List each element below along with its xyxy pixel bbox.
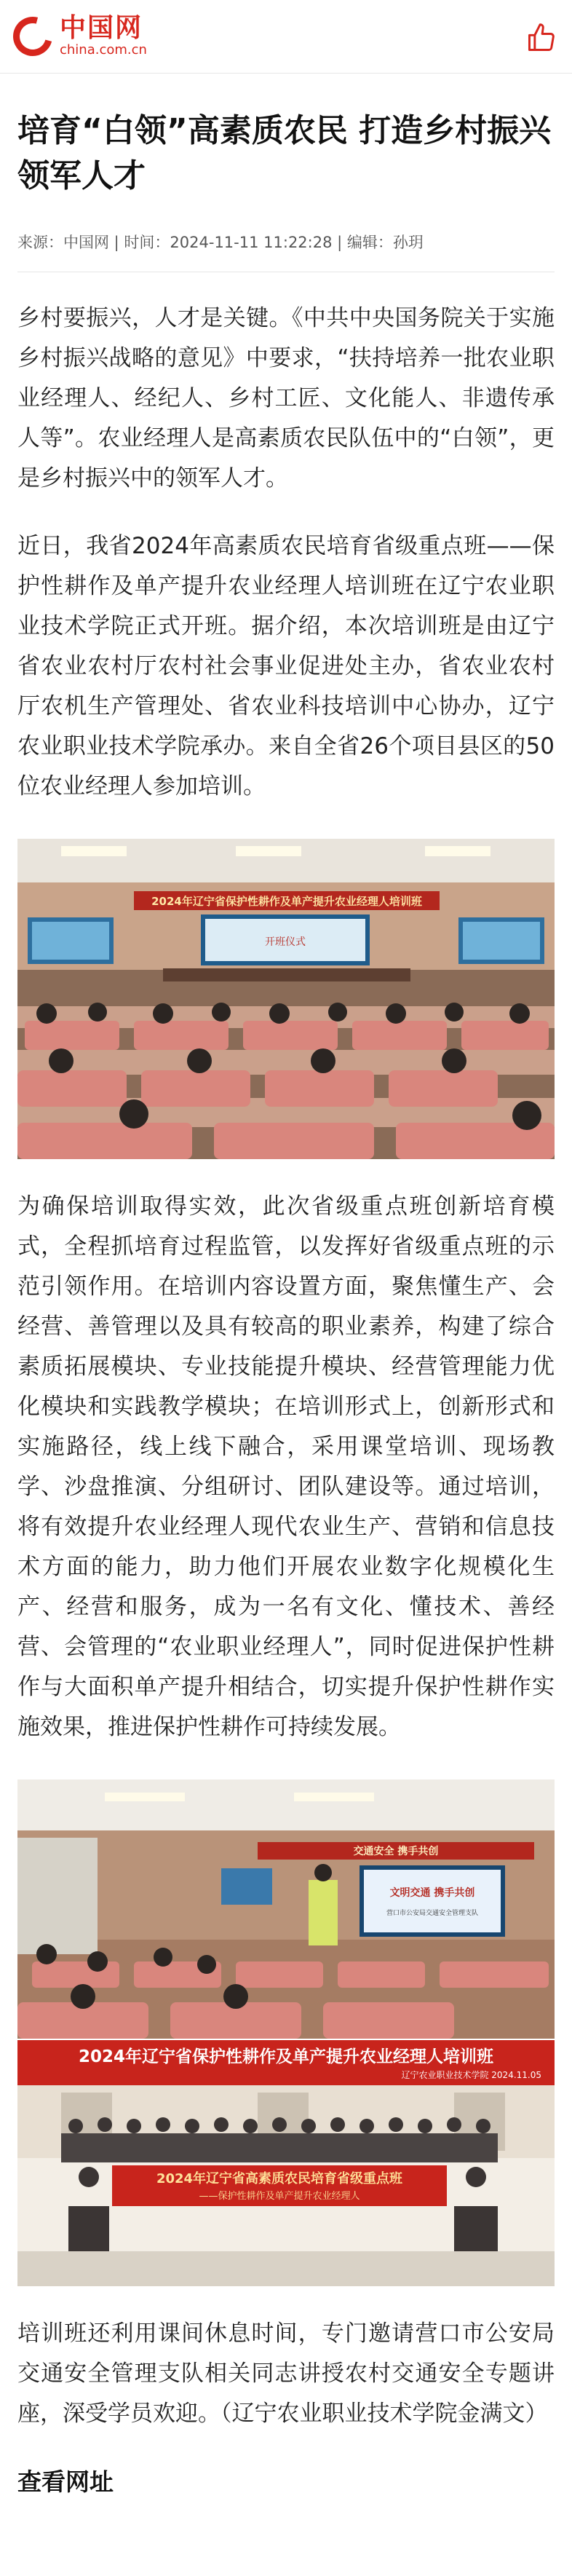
training-hall-image bbox=[17, 839, 555, 1159]
article-meta: 来源：中国网 | 时间：2024-11-11 11:22:28 | 编辑：孙玥 bbox=[17, 234, 424, 251]
logo-name: 中国网 bbox=[60, 13, 143, 43]
logo-domain: china.com.cn bbox=[60, 42, 147, 58]
logo-c-icon bbox=[6, 9, 60, 63]
traffic-screen-title: 文明交通 携手共创 bbox=[389, 1887, 475, 1899]
site-logo[interactable] bbox=[13, 15, 147, 58]
article-paragraph-3: 为确保培训取得实效，此次省级重点班创新培育模式，全程抓培育过程监管，以发挥好省级重点班的示范引领作用。在培训内容设置方面，聚焦懂生产、会经营、善管理以及具有较高的职业素养，构建了综合素质拓展模块、专业技能提升模块、经营管理能力优化模块和实践教学模块；在培训形式上，创新形式和实施路径，线上线下融合，采用课堂培训、现场教学、沙盘推演、分组研讨、团队建设等。通过培训，将有效提升农业经理人现代农业生产、营销和信息技术方面的能力，助力他们开展农业数字化规模化生产、经营和服务，成为一名有文化、懂技术、善经营、会管理的“农业职业经理人”，同时促进保护性耕作与大面积单产提升相结合，切实提升保护性耕作实施效果，推进保护性耕作可持续发展。 bbox=[17, 1193, 555, 1740]
article-paragraph-1: 乡村要振兴，人才是关键。《中共中央国务院关于实施乡村振兴战略的意见》中要求，“扶持培养一批农业职业经理人、经纪人、乡村工匠、文化能人、非遗传承人等”。农业经理人是高素质农民队伍中的“白领”，更是乡村振兴中的领军人才。 bbox=[17, 305, 555, 491]
hall-screen-text: 开班仪式 bbox=[265, 936, 306, 948]
hall-banner-text: 2024年辽宁省保护性耕作及单产提升农业经理人培训班 bbox=[151, 895, 422, 908]
article-paragraph-4: 培训班还利用课间休息时间，专门邀请营口市公安局交通安全管理支队相关同志讲授农村交通安全专题讲座，深受学员欢迎。（辽宁农业职业技术学院金满文） bbox=[17, 2320, 555, 2427]
traffic-screen-caption: 营口市公安局交通安全管理支队 bbox=[386, 1910, 479, 1917]
view-source-link[interactable]: 查看网址 bbox=[17, 2468, 114, 2496]
photo-training-hall bbox=[17, 839, 555, 1159]
traffic-slogan-text: 交通安全 携手共创 bbox=[353, 1846, 439, 1857]
group-banner-line1: 2024年辽宁省高素质农民培育省级重点班 bbox=[156, 2171, 403, 2186]
like-button[interactable] bbox=[523, 19, 560, 57]
logo-text bbox=[60, 15, 147, 58]
group-photo-title: 2024年辽宁省保护性耕作及单产提升农业经理人培训班 bbox=[78, 2047, 494, 2066]
photo-group bbox=[17, 2040, 555, 2286]
group-photo-image bbox=[17, 2040, 555, 2286]
article-paragraph-2: 近日，我省2024年高素质农民培育省级重点班——保护性耕作及单产提升农业经理人培训班在辽宁农业职业技术学院正式开班。据介绍，本次培训班是由辽宁省农业农村厅农村社会事业促进处主办，省农业农村厅农机生产管理处、省农业科技培训中心协办，辽宁农业职业技术学院承办。来自全省26个项目县区的50位农业经理人参加培训。 bbox=[17, 533, 555, 799]
article-title: 培育“白领”高素质农民 打造乡村振兴领军人才 bbox=[17, 112, 552, 194]
photo-traffic-lecture bbox=[17, 1779, 555, 2039]
site-header bbox=[0, 0, 572, 74]
traffic-lecture-image bbox=[17, 1779, 555, 2039]
group-photo-subtitle: 辽宁农业职业技术学院 2024.11.05 bbox=[401, 2070, 541, 2080]
group-banner-line2: ——保护性耕作及单产提升农业经理人 bbox=[199, 2191, 360, 2202]
thumbs-up-icon bbox=[525, 22, 557, 54]
